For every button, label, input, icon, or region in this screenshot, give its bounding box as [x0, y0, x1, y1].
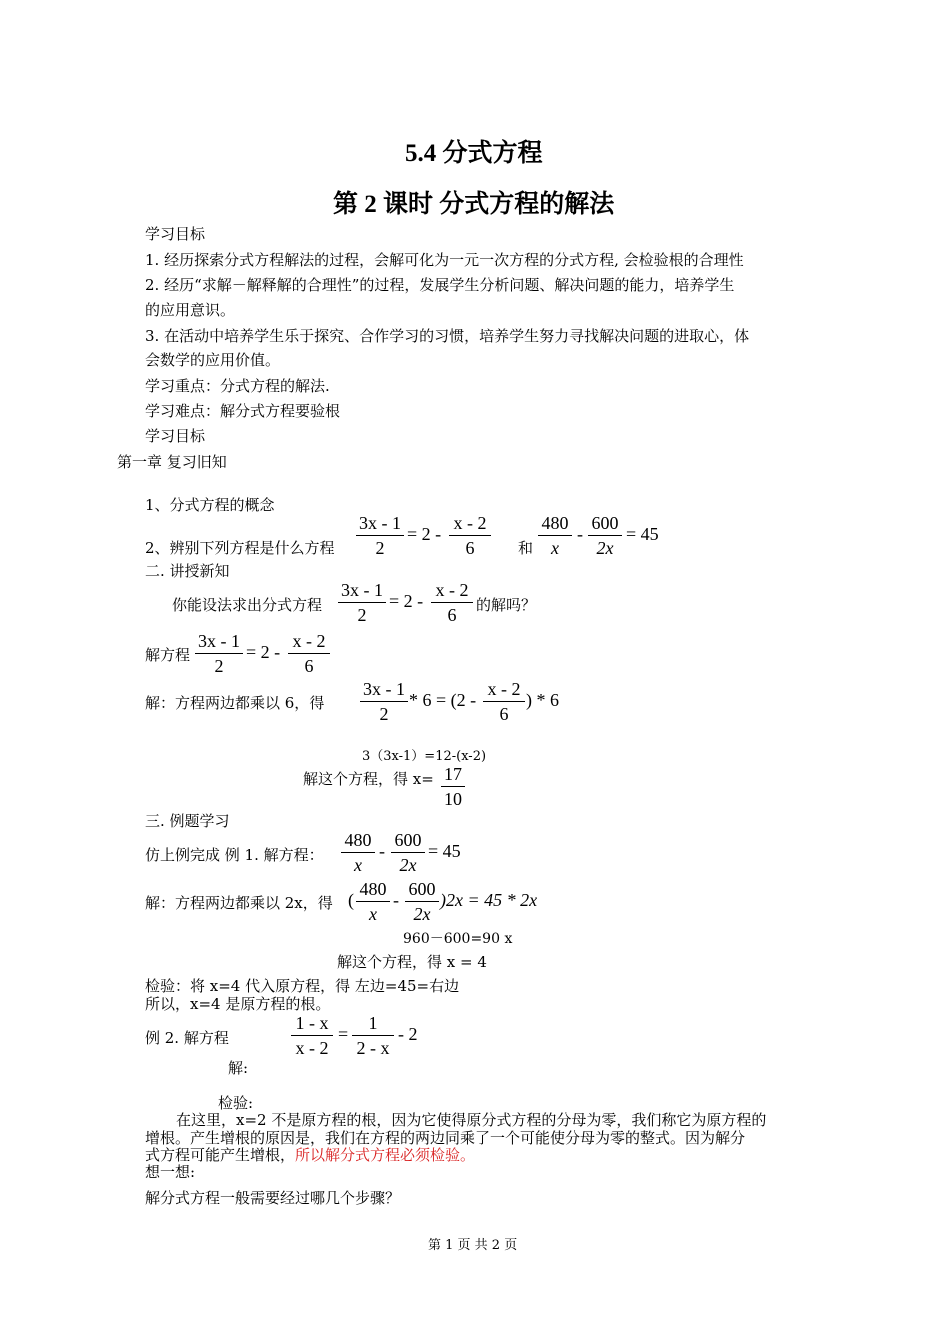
solve-fraction-left: 3x - 1 2: [195, 630, 243, 677]
review-item-2: 2、辨别下列方程是什么方程: [145, 539, 335, 557]
example2-text: 例 2. 解方程: [145, 1029, 229, 1047]
fraction-480-over-x: 480 x: [538, 512, 572, 559]
example2-minus2: - 2: [398, 1024, 418, 1044]
and-label: 和: [518, 539, 534, 557]
question-fraction-right: x - 2 6: [431, 579, 473, 626]
jianyan-label: 检验:: [218, 1094, 254, 1112]
ex1-equation: 960－600=90 x: [403, 931, 513, 947]
example2-fraction-right: 1 2 - x: [352, 1012, 394, 1059]
ex1-close: )2x = 45 * 2x: [440, 890, 538, 910]
example2-equals: =: [338, 1024, 349, 1044]
example1-fraction-480: 480 x: [341, 829, 375, 876]
fraction-600-over-2x: 600 2x: [588, 512, 622, 559]
objectives-heading: 学习目标: [145, 225, 206, 243]
solve-equals: = 2 -: [246, 642, 281, 662]
example2-fraction-left: 1 - x x - 2: [291, 1012, 333, 1059]
objective-2-line1: 2. 经历“求解－解释解的合理性”的过程，发展学生分析问题、解决问题的能力，培养学生: [145, 276, 735, 294]
think-label: 想一想:: [145, 1163, 196, 1181]
chapter-heading: 第一章 复习旧知: [117, 453, 227, 471]
section-2-heading: 二. 讲授新知: [145, 562, 230, 580]
equals-45: = 45: [626, 524, 659, 544]
ex1-fraction-600: 600 2x: [405, 878, 439, 925]
paragraph-line-1: 在这里，x=2 不是原方程的根，因为它使得原分式方程的分母为零，我们称它为原方程的: [176, 1111, 767, 1129]
fraction-3x-1-over-2: 3x - 1 2: [356, 512, 404, 559]
step1-fraction-right: x - 2 6: [483, 678, 525, 725]
paragraph-line-2: 增根。产生增根的原因是，我们在方程的两边同乘了一个可能使分母为零的整式。因为解分: [145, 1129, 746, 1147]
page-footer: 第 1 页 共 2 页: [428, 1238, 518, 1253]
ex1-minus: -: [393, 890, 399, 910]
step1-times6: * 6 = (2 -: [409, 690, 477, 710]
fraction-x-2-over-6: x - 2 6: [449, 512, 491, 559]
step1-text: 解：方程两边都乘以 6，得: [145, 694, 325, 712]
step1-close: ) * 6: [526, 690, 559, 710]
page-subtitle: 第 2 课时 分式方程的解法: [333, 191, 615, 218]
example1-minus: -: [379, 841, 385, 861]
page-title: 5.4 分式方程: [405, 140, 543, 167]
ex1-fraction-480: 480 x: [356, 878, 390, 925]
solve-fraction-right: x - 2 6: [288, 630, 330, 677]
minus-sign: -: [577, 524, 583, 544]
solution-fraction: 17 10: [441, 763, 465, 810]
objective-3-line1: 3. 在活动中培养学生乐于探究、合作学习的习惯，培养学生努力寻找解决问题的进取心，体: [145, 327, 750, 345]
question-fraction-left: 3x - 1 2: [338, 579, 386, 626]
question-equals: = 2 -: [389, 591, 424, 611]
ex1-open-paren: (: [348, 890, 354, 910]
must-check-highlight: 所以解分式方程必须检验。: [295, 1146, 476, 1164]
example1-text: 仿上例完成 例 1. 解方程：: [145, 846, 324, 864]
review-item-1: 1、分式方程的概念: [145, 496, 275, 514]
check-line: 检验：将 x=4 代入原方程，得 左边=45=右边: [145, 977, 460, 995]
steps-question: 解分式方程一般需要经过哪几个步骤？: [145, 1189, 401, 1207]
ex1-solution: 解这个方程，得 x = 4: [337, 953, 487, 971]
difficult-point: 学习难点：解分式方程要验根: [145, 402, 341, 420]
step-equation: 3（3x-1）=12-(x-2): [362, 749, 487, 764]
equals-2-minus: = 2 -: [407, 524, 442, 544]
objectives-heading-2: 学习目标: [145, 427, 206, 445]
paragraph-line-3-text: 式方程可能产生增根，: [145, 1146, 296, 1164]
step1-fraction-left: 3x - 1 2: [360, 678, 408, 725]
solution-text: 解这个方程，得 x=: [303, 770, 434, 788]
section-3-heading: 三. 例题学习: [145, 812, 230, 830]
example1-fraction-600: 600 2x: [391, 829, 425, 876]
jie-label: 解:: [228, 1059, 249, 1077]
conclusion: 所以，x=4 是原方程的根。: [145, 995, 331, 1013]
solve-label: 解方程: [145, 646, 191, 664]
objective-1: 1. 经历探索分式方程解法的过程，会解可化为一元一次方程的分式方程, 会检验根的合理性: [145, 251, 744, 269]
ex1-step-text: 解：方程两边都乘以 2x，得: [145, 894, 333, 912]
objective-2-line2: 的应用意识。: [145, 301, 236, 319]
question-text: 你能设法求出分式方程: [172, 596, 323, 614]
objective-3-line2: 会数学的应用价值。: [145, 351, 281, 369]
question-suffix: 的解吗？: [476, 596, 537, 614]
key-point: 学习重点：分式方程的解法.: [145, 377, 330, 395]
example1-equals: = 45: [428, 841, 461, 861]
